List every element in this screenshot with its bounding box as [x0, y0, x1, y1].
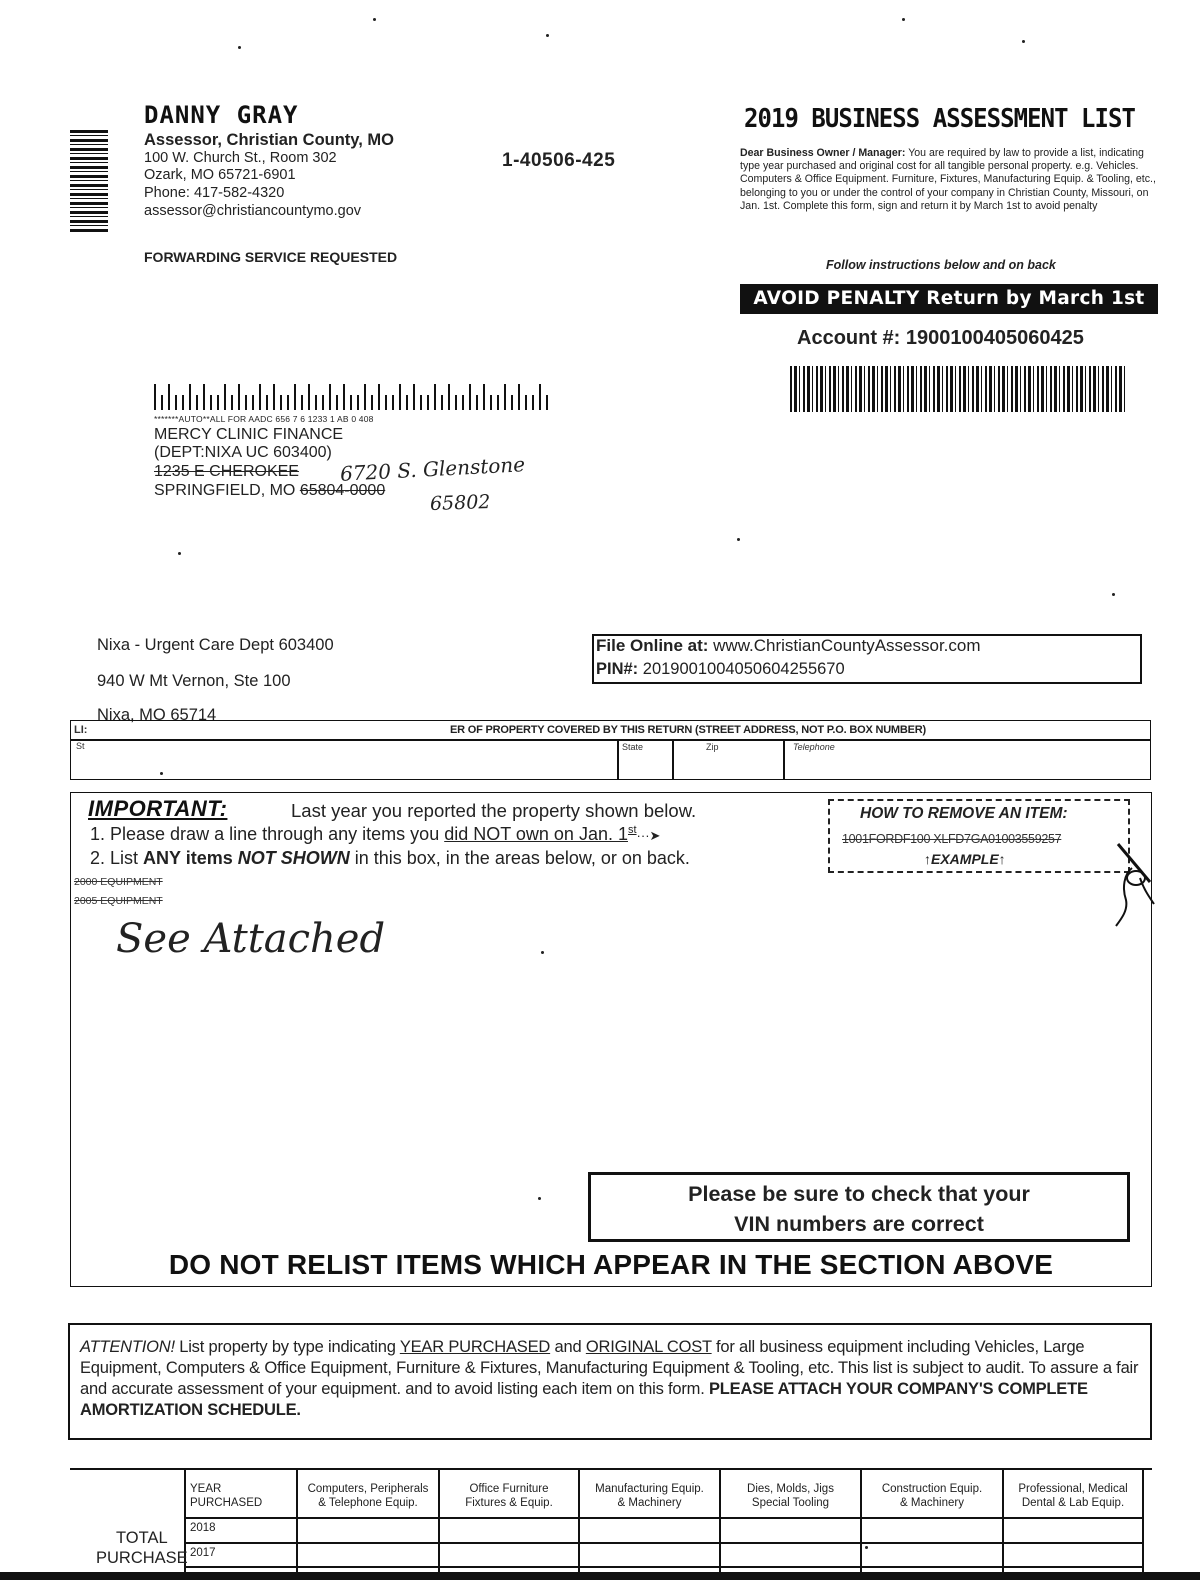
recipient-city: SPRINGFIELD, MO 65804-0000 [154, 482, 386, 499]
attention-text: ATTENTION! List property by type indicating YEAR PURCHASED and ORIGINAL COST for all business equipment including Vehicles, Large Equipment, Computers & Office Equipment, Furniture & Fixtures, Manufacturing Equipment & Tooling, etc. This list is subject to audit. To assure a fair and accurate assessment of your equipment. and to avoid listing each item on this form. PLEASE ATTACH YOUR COMPANY'S COMPLETE AMORTIZATION SCHEDULE. [80, 1338, 1139, 1419]
location-divider [783, 739, 785, 780]
state-label: State [622, 742, 644, 752]
col-professional-medical: Professional, Medical Dental & Lab Equip. [1018, 1483, 1128, 1509]
assessor-phone: Phone: 417-582-4320 [144, 185, 285, 201]
vin-notice: Please be sure to check that your VIN numbers are correct [688, 1182, 1030, 1236]
owner-notice: Dear Business Owner / Manager: You are required by law to provide a list, indicating type year purchased and original cost for all tangible personal property. e.g. Vehicles. Computers & Office Equipment. Furniture, Fixtures, Manufacturing Equip. & Tooling, etc., belonging to you or under the control of your company in Christian County, Missouri, on Jan. 1st. Complete this form, sign and return it by March 1st to avoid penalty [740, 147, 1156, 212]
important-step-1: 1. Please draw a line through any items you did NOT own on Jan. 1st···➤ [90, 824, 661, 844]
year-row-2017: 2017 [190, 1547, 216, 1559]
location-line-3: Nixa, MO 65714 [97, 706, 217, 724]
form-title: 2019 BUSINESS ASSESSMENT LIST [744, 104, 1135, 134]
reference-number: 1-40506-425 [502, 150, 616, 171]
assessor-email: assessor@christiancountymo.gov [144, 203, 362, 219]
do-not-relist-notice: DO NOT RELIST ITEMS WHICH APPEAR IN THE SECTION ABOVE [168, 1249, 1054, 1280]
pen-hand-icon [1110, 838, 1160, 928]
recipient-dept: (DEPT:NIXA UC 603400) [154, 444, 332, 461]
scan-edge [0, 1572, 1200, 1580]
handwritten-zip: 65802 [429, 490, 491, 516]
handwritten-see-attached: See Attached [116, 916, 386, 962]
assessor-street: 100 W. Church St., Room 302 [144, 150, 337, 166]
location-label-1: LI: [74, 724, 88, 736]
location-divider [672, 739, 674, 780]
location-header: ER OF PROPERTY COVERED BY THIS RETURN (STREET ADDRESS, NOT P.O. BOX NUMBER) [450, 724, 926, 736]
file-online-line: File Online at: www.ChristianCountyAssessor.com [596, 636, 981, 655]
recipient-name: MERCY CLINIC FINANCE [154, 426, 344, 443]
forwarding-notice: FORWARDING SERVICE REQUESTED [144, 249, 398, 265]
location-divider [617, 739, 619, 780]
purchase-table-row [184, 1542, 1142, 1544]
important-title: IMPORTANT: [88, 796, 228, 821]
follow-instructions: Follow instructions below and on back [826, 258, 1056, 272]
col-construction: Construction Equip. & Machinery [881, 1483, 983, 1509]
year-header: YEAR PURCHASED [190, 1483, 263, 1509]
col-dies-molds: Dies, Molds, Jigs Special Tooling [747, 1483, 834, 1509]
example-label: ↑EXAMPLE↑ [924, 851, 1006, 867]
col-office-furniture: Office Furniture Fixtures & Equip. [465, 1483, 553, 1509]
location-label-2: St [76, 741, 85, 751]
account-barcode [790, 366, 1128, 412]
assessor-city: Ozark, MO 65721-6901 [144, 167, 296, 183]
location-table-rule [70, 739, 1151, 741]
important-intro: Last year you reported the property shown below. [291, 800, 697, 821]
purchase-table-col [1142, 1468, 1144, 1580]
total-purchase-label: TOTAL PURCHASE [96, 1529, 188, 1567]
purchase-table-row [184, 1566, 1142, 1568]
penalty-banner: AVOID PENALTY Return by March 1st [740, 284, 1158, 314]
year-row-2018: 2018 [190, 1522, 216, 1534]
presort-line: *******AUTO**ALL FOR AADC 656 7 6 1233 1 AB 0 408 [154, 414, 374, 424]
assessor-name: DANNY GRAY [144, 101, 299, 129]
struck-item-2: 2005 EQUIPMENT [74, 895, 163, 907]
location-line-2: 940 W Mt Vernon, Ste 100 [97, 672, 291, 690]
how-to-remove-title: HOW TO REMOVE AN ITEM: [860, 805, 1068, 822]
purchase-table-top [70, 1468, 1152, 1470]
col-manufacturing: Manufacturing Equip. & Machinery [595, 1483, 704, 1509]
account-number: Account #: 1900100405060425 [797, 327, 1084, 349]
important-step-2: 2. List ANY items NOT SHOWN in this box, in the areas below, or on back. [90, 848, 690, 868]
location-line-1: Nixa - Urgent Care Dept 603400 [97, 636, 334, 654]
pin-line: PIN#: 2019001004050604255670 [596, 660, 845, 678]
struck-item-1: 2000 EQUIPMENT [74, 876, 163, 888]
old-street: 1235 E CHEROKEE [154, 463, 299, 480]
assessor-title: Assessor, Christian County, MO [144, 131, 394, 149]
example-item: 1001FORDF100 XLFD7GA01003559257 [842, 832, 1062, 846]
col-computers: Computers, Peripherals & Telephone Equip. [307, 1483, 429, 1509]
postal-barcode-mask [154, 384, 550, 395]
zip-label: Zip [706, 742, 719, 752]
telephone-label: Telephone [793, 742, 835, 752]
handwritten-street: 6720 S. Glenstone [339, 452, 526, 486]
purchase-table-row [184, 1517, 1142, 1519]
barcode-graphic [70, 130, 108, 234]
